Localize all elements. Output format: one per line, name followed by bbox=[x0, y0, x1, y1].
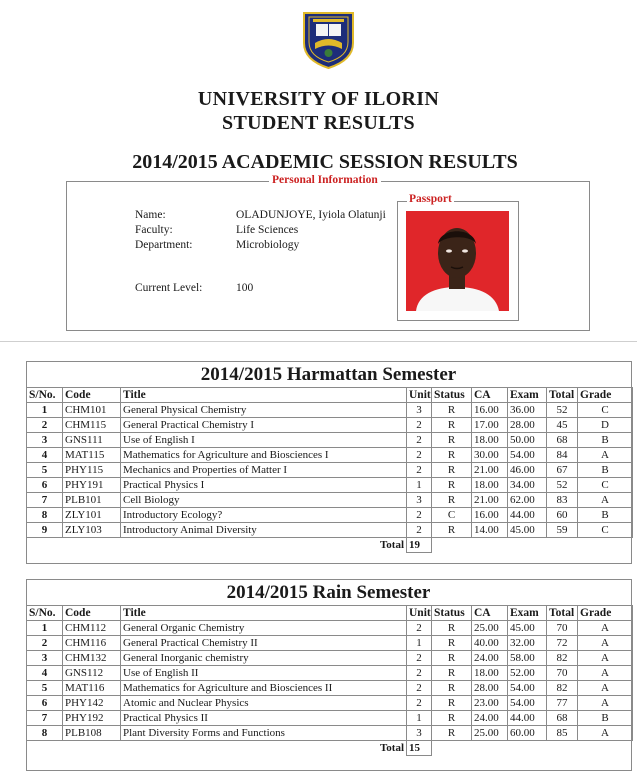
cell-total: 72 bbox=[547, 636, 578, 651]
cell-ca: 18.00 bbox=[472, 478, 508, 493]
passport-photo bbox=[406, 211, 509, 311]
table-row bbox=[27, 418, 633, 433]
cell-status: R bbox=[432, 666, 472, 681]
cell-exam: 46.00 bbox=[508, 463, 547, 478]
cell-code: ZLY101 bbox=[63, 508, 121, 523]
cell-total: 52 bbox=[547, 403, 578, 418]
cell-grade: A bbox=[578, 726, 633, 741]
cell-grade: B bbox=[578, 463, 633, 478]
cell-status: R bbox=[432, 696, 472, 711]
cell-total: 59 bbox=[547, 523, 578, 538]
cell-unit: 1 bbox=[407, 478, 432, 493]
cell-total: 83 bbox=[547, 493, 578, 508]
faculty-value: Life Sciences bbox=[236, 224, 299, 236]
cell-exam: 44.00 bbox=[508, 508, 547, 523]
cell-grade: A bbox=[578, 651, 633, 666]
cell-status: R bbox=[432, 448, 472, 463]
cell-unit: 2 bbox=[407, 463, 432, 478]
cell-sno: 5 bbox=[27, 463, 63, 478]
cell-title: Cell Biology bbox=[121, 493, 407, 508]
cell-grade: B bbox=[578, 711, 633, 726]
col-ca: CA bbox=[472, 606, 508, 621]
cell-title: Mathematics for Agriculture and Biosciences II bbox=[121, 681, 407, 696]
cell-exam: 58.00 bbox=[508, 651, 547, 666]
col-status: Status bbox=[432, 388, 472, 403]
cell-code: CHM132 bbox=[63, 651, 121, 666]
cell-sno: 6 bbox=[27, 478, 63, 493]
col-grade: Grade bbox=[578, 606, 633, 621]
cell-sno: 3 bbox=[27, 433, 63, 448]
cell-ca: 18.00 bbox=[472, 666, 508, 681]
cell-sno: 2 bbox=[27, 636, 63, 651]
cell-total: 84 bbox=[547, 448, 578, 463]
cell-exam: 45.00 bbox=[508, 523, 547, 538]
cell-ca: 25.00 bbox=[472, 726, 508, 741]
cell-sno: 3 bbox=[27, 651, 63, 666]
cell-title: Atomic and Nuclear Physics bbox=[121, 696, 407, 711]
cell-ca: 17.00 bbox=[472, 418, 508, 433]
table-row bbox=[27, 681, 633, 696]
cell-ca: 40.00 bbox=[472, 636, 508, 651]
cell-sno: 8 bbox=[27, 726, 63, 741]
cell-exam: 28.00 bbox=[508, 418, 547, 433]
cell-sno: 1 bbox=[27, 621, 63, 636]
session-title: 2014/2015 ACADEMIC SESSION RESULTS bbox=[132, 151, 518, 173]
table-row bbox=[27, 651, 633, 666]
cell-code: MAT115 bbox=[63, 448, 121, 463]
cell-exam: 50.00 bbox=[508, 433, 547, 448]
cell-unit: 1 bbox=[407, 711, 432, 726]
cell-grade: C bbox=[578, 523, 633, 538]
col-code: Code bbox=[63, 606, 121, 621]
cell-sno: 7 bbox=[27, 711, 63, 726]
col-ca: CA bbox=[472, 388, 508, 403]
cell-ca: 24.00 bbox=[472, 711, 508, 726]
rain-title: 2014/2015 Rain Semester bbox=[226, 582, 431, 603]
cell-exam: 32.00 bbox=[508, 636, 547, 651]
cell-exam: 36.00 bbox=[508, 403, 547, 418]
cell-sno: 8 bbox=[27, 508, 63, 523]
cell-grade: A bbox=[578, 666, 633, 681]
cell-status: R bbox=[432, 681, 472, 696]
cell-status: R bbox=[432, 711, 472, 726]
col-code: Code bbox=[63, 388, 121, 403]
cell-unit: 2 bbox=[407, 621, 432, 636]
cell-total: 70 bbox=[547, 666, 578, 681]
cell-title: Mathematics for Agriculture and Biosciences I bbox=[121, 448, 407, 463]
cell-unit: 3 bbox=[407, 493, 432, 508]
table-header-row bbox=[27, 606, 633, 621]
name-label: Name: bbox=[135, 209, 166, 221]
cell-unit: 2 bbox=[407, 696, 432, 711]
cell-code: PLB108 bbox=[63, 726, 121, 741]
total-label: Total bbox=[379, 539, 404, 552]
col-total: Total bbox=[547, 606, 578, 621]
cell-grade: C bbox=[578, 403, 633, 418]
col-exam: Exam bbox=[508, 388, 547, 403]
department-value: Microbiology bbox=[236, 239, 300, 251]
cell-sno: 9 bbox=[27, 523, 63, 538]
cell-ca: 23.00 bbox=[472, 696, 508, 711]
cell-grade: B bbox=[578, 508, 633, 523]
col-total: Total bbox=[547, 388, 578, 403]
cell-sno: 7 bbox=[27, 493, 63, 508]
total-row-spacer bbox=[432, 538, 633, 553]
cell-status: R bbox=[432, 621, 472, 636]
cell-sno: 5 bbox=[27, 681, 63, 696]
cell-exam: 60.00 bbox=[508, 726, 547, 741]
cell-total: 67 bbox=[547, 463, 578, 478]
cell-exam: 62.00 bbox=[508, 493, 547, 508]
passport-legend: Passport bbox=[409, 193, 452, 205]
cell-title: General Inorganic chemistry bbox=[121, 651, 407, 666]
cell-status: R bbox=[432, 418, 472, 433]
cell-sno: 6 bbox=[27, 696, 63, 711]
cell-ca: 28.00 bbox=[472, 681, 508, 696]
col-title: Title bbox=[121, 388, 407, 403]
cell-sno: 1 bbox=[27, 403, 63, 418]
cell-title: General Practical Chemistry I bbox=[121, 418, 407, 433]
cell-grade: A bbox=[578, 696, 633, 711]
col-status: Status bbox=[432, 606, 472, 621]
table-row bbox=[27, 403, 633, 418]
personal-info-legend: Personal Information bbox=[269, 174, 381, 186]
cell-sno: 4 bbox=[27, 448, 63, 463]
cell-code: GNS112 bbox=[63, 666, 121, 681]
cell-status: R bbox=[432, 463, 472, 478]
cell-unit: 3 bbox=[407, 403, 432, 418]
cell-unit: 3 bbox=[407, 726, 432, 741]
cell-total: 70 bbox=[547, 621, 578, 636]
cell-title: General Physical Chemistry bbox=[121, 403, 407, 418]
cell-total: 52 bbox=[547, 478, 578, 493]
cell-total: 82 bbox=[547, 651, 578, 666]
cell-status: R bbox=[432, 726, 472, 741]
cell-unit: 1 bbox=[407, 636, 432, 651]
faculty-label: Faculty: bbox=[135, 224, 173, 236]
cell-total: 60 bbox=[547, 508, 578, 523]
table-row bbox=[27, 478, 633, 493]
col-title: Title bbox=[121, 606, 407, 621]
cell-code: CHM116 bbox=[63, 636, 121, 651]
cell-unit: 2 bbox=[407, 666, 432, 681]
university-crest-icon bbox=[301, 11, 356, 69]
col-grade: Grade bbox=[578, 388, 633, 403]
cell-unit: 2 bbox=[407, 508, 432, 523]
cell-ca: 16.00 bbox=[472, 403, 508, 418]
cell-ca: 14.00 bbox=[472, 523, 508, 538]
cell-status: R bbox=[432, 651, 472, 666]
cell-grade: A bbox=[578, 448, 633, 463]
table-row bbox=[27, 523, 633, 538]
cell-exam: 54.00 bbox=[508, 696, 547, 711]
cell-title: Practical Physics II bbox=[121, 711, 407, 726]
cell-unit: 2 bbox=[407, 681, 432, 696]
cell-grade: A bbox=[578, 636, 633, 651]
cell-status: R bbox=[432, 493, 472, 508]
total-units: 19 bbox=[407, 538, 432, 553]
cell-code: CHM101 bbox=[63, 403, 121, 418]
cell-status: R bbox=[432, 478, 472, 493]
cell-code: CHM112 bbox=[63, 621, 121, 636]
section-divider bbox=[0, 341, 637, 342]
table-row bbox=[27, 696, 633, 711]
cell-exam: 52.00 bbox=[508, 666, 547, 681]
cell-title: Use of English II bbox=[121, 666, 407, 681]
cell-title: Plant Diversity Forms and Functions bbox=[121, 726, 407, 741]
cell-exam: 45.00 bbox=[508, 621, 547, 636]
cell-code: PHY191 bbox=[63, 478, 121, 493]
cell-total: 85 bbox=[547, 726, 578, 741]
col-sno: S/No. bbox=[27, 388, 63, 403]
col-sno: S/No. bbox=[27, 606, 63, 621]
total-row bbox=[27, 741, 633, 756]
department-label: Department: bbox=[135, 239, 193, 251]
col-unit: Unit bbox=[407, 606, 432, 621]
cell-ca: 24.00 bbox=[472, 651, 508, 666]
cell-grade: A bbox=[578, 621, 633, 636]
page-subtitle: STUDENT RESULTS bbox=[222, 112, 415, 134]
cell-ca: 21.00 bbox=[472, 493, 508, 508]
cell-code: PHY115 bbox=[63, 463, 121, 478]
table-header-row bbox=[27, 388, 633, 403]
cell-status: R bbox=[432, 523, 472, 538]
cell-sno: 4 bbox=[27, 666, 63, 681]
table-row bbox=[27, 493, 633, 508]
cell-grade: A bbox=[578, 681, 633, 696]
total-units: 15 bbox=[407, 741, 432, 756]
cell-exam: 54.00 bbox=[508, 681, 547, 696]
cell-title: General Practical Chemistry II bbox=[121, 636, 407, 651]
name-value: OLADUNJOYE, Iyiola Olatunji bbox=[236, 209, 386, 221]
cell-unit: 2 bbox=[407, 433, 432, 448]
cell-total: 45 bbox=[547, 418, 578, 433]
harmattan-results-table bbox=[26, 387, 633, 553]
cell-status: C bbox=[432, 508, 472, 523]
cell-exam: 44.00 bbox=[508, 711, 547, 726]
cell-unit: 2 bbox=[407, 523, 432, 538]
cell-status: R bbox=[432, 636, 472, 651]
cell-ca: 30.00 bbox=[472, 448, 508, 463]
cell-grade: C bbox=[578, 478, 633, 493]
cell-title: Introductory Animal Diversity bbox=[121, 523, 407, 538]
harmattan-title: 2014/2015 Harmattan Semester bbox=[200, 364, 457, 385]
cell-title: Use of English I bbox=[121, 433, 407, 448]
col-exam: Exam bbox=[508, 606, 547, 621]
table-row bbox=[27, 726, 633, 741]
cell-total: 68 bbox=[547, 711, 578, 726]
cell-total: 68 bbox=[547, 433, 578, 448]
cell-code: PHY192 bbox=[63, 711, 121, 726]
cell-grade: D bbox=[578, 418, 633, 433]
cell-code: PLB101 bbox=[63, 493, 121, 508]
cell-title: General Organic Chemistry bbox=[121, 621, 407, 636]
cell-ca: 18.00 bbox=[472, 433, 508, 448]
cell-ca: 25.00 bbox=[472, 621, 508, 636]
cell-title: Introductory Ecology? bbox=[121, 508, 407, 523]
total-row-spacer bbox=[432, 741, 633, 756]
cell-unit: 2 bbox=[407, 448, 432, 463]
cell-code: ZLY103 bbox=[63, 523, 121, 538]
table-row bbox=[27, 448, 633, 463]
cell-code: PHY142 bbox=[63, 696, 121, 711]
cell-status: R bbox=[432, 403, 472, 418]
cell-ca: 21.00 bbox=[472, 463, 508, 478]
cell-exam: 54.00 bbox=[508, 448, 547, 463]
cell-unit: 2 bbox=[407, 651, 432, 666]
cell-code: CHM115 bbox=[63, 418, 121, 433]
cell-sno: 2 bbox=[27, 418, 63, 433]
university-name: UNIVERSITY OF ILORIN bbox=[197, 88, 440, 110]
cell-title: Mechanics and Properties of Matter I bbox=[121, 463, 407, 478]
cell-code: GNS111 bbox=[63, 433, 121, 448]
cell-title: Practical Physics I bbox=[121, 478, 407, 493]
rain-results-table bbox=[26, 605, 633, 756]
cell-grade: A bbox=[578, 493, 633, 508]
cell-unit: 2 bbox=[407, 418, 432, 433]
table-row bbox=[27, 666, 633, 681]
level-value: 100 bbox=[236, 282, 254, 294]
total-row bbox=[27, 538, 633, 553]
table-row bbox=[27, 636, 633, 651]
cell-ca: 16.00 bbox=[472, 508, 508, 523]
cell-total: 77 bbox=[547, 696, 578, 711]
table-row bbox=[27, 508, 633, 523]
cell-code: MAT116 bbox=[63, 681, 121, 696]
table-row bbox=[27, 433, 633, 448]
total-label: Total bbox=[379, 742, 404, 755]
cell-exam: 34.00 bbox=[508, 478, 547, 493]
table-row bbox=[27, 711, 633, 726]
level-label: Current Level: bbox=[135, 282, 203, 294]
cell-total: 82 bbox=[547, 681, 578, 696]
cell-status: R bbox=[432, 433, 472, 448]
cell-grade: B bbox=[578, 433, 633, 448]
col-unit: Unit bbox=[407, 388, 432, 403]
table-row bbox=[27, 621, 633, 636]
table-row bbox=[27, 463, 633, 478]
